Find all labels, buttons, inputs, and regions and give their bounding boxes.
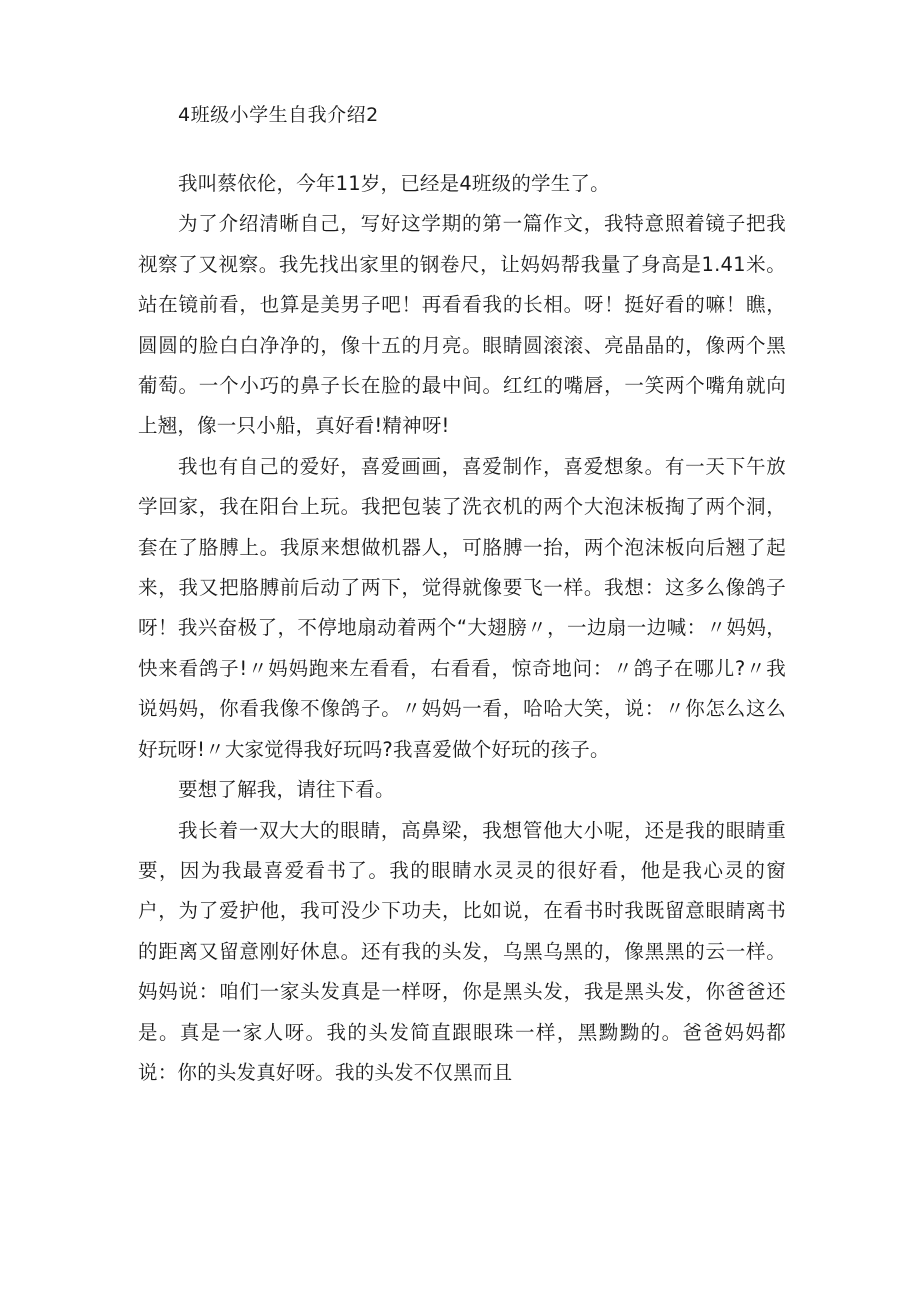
- document-title: 4班级小学生自我介绍2: [178, 104, 379, 126]
- paragraph: 为了介绍清晰自己，写好这学期的第一篇作文，我特意照着镜子把我视察了又视察。我先找出家里的钢卷尺，让妈妈帮我量了身高是1.41米。站在镜前看，也算是美男子吧！再看看我的长相。呀！挺好看的嘛！瞧，圆圆的脸白白净净的，像十五的月亮。眼睛圆滚滚、亮晶晶的，像两个黑葡萄。一个小巧的鼻子长在脸的最中间。红红的嘴唇，一笑两个嘴角就向上翘，像一只小船，真好看!精神呀!: [138, 212, 786, 438]
- paragraph: 我叫蔡依伦，今年11岁，已经是4班级的学生了。: [178, 172, 610, 195]
- paragraph: 我也有自己的爱好，喜爱画画，喜爱制作，喜爱想象。有一天下午放学回家，我在阳台上玩。我把包装了洗衣机的两个大泡沫板掏了两个洞，套在了胳膊上。我原来想做机器人，可胳膊一抬，两个泡沫板向后翘了起来，我又把胳膊前后动了两下，觉得就像要飞一样。我想：这多么像鸽子呀！我兴奋极了，不停地扇动着两个“大翅膀〃，一边扇一边喊：〃妈妈，快来看鸽子!〃妈妈跑来左看看，右看看，惊奇地问：〃鸽子在哪儿?〃我说妈妈，你看我像不像鸽子。〃妈妈一看，哈哈大笑，说：〃你怎么这么好玩呀!〃大家觉得我好玩吗?我喜爱做个好玩的孩子。: [138, 454, 786, 761]
- paragraph: 要想了解我，请往下看。: [178, 778, 395, 802]
- document-body: [138, 164, 786, 1093]
- paragraph: 我长着一双大大的眼睛，高鼻梁，我想管他大小呢，还是我的眼睛重要，因为我最喜爱看书了。我的眼睛水灵灵的很好看，他是我心灵的窗户，为了爱护他，我可没少下功夫，比如说，在看书时我既留意眼睛离书的距离又留意刚好休息。还有我的头发，乌黑乌黑的，像黑黑的云一样。妈妈说：咱们一家头发真是一样呀，你是黑头发，我是黑头发，你爸爸还是。真是一家人呀。我的头发简直跟眼珠一样，黑黝黝的。爸爸妈妈都说：你的头发真好呀。我的头发不仅黑而且: [138, 818, 786, 1084]
